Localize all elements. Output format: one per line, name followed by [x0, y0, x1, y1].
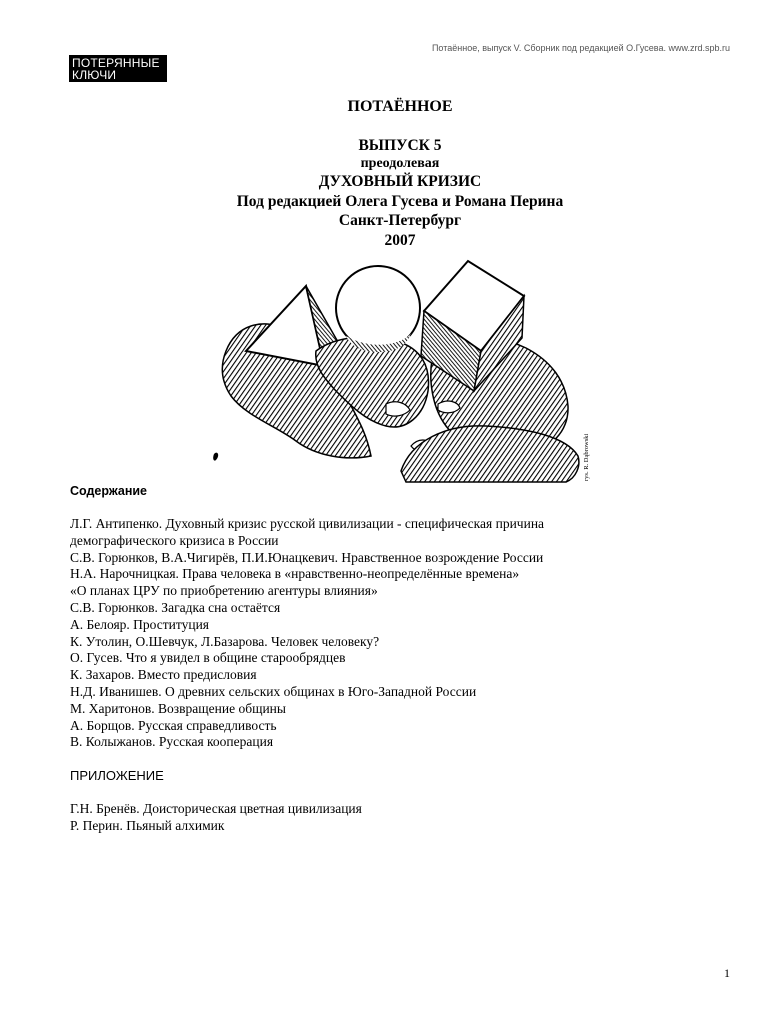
appendix-heading: ПРИЛОЖЕНИЕ	[70, 768, 164, 783]
subtitle-lead: преодолевая	[360, 156, 440, 171]
logo-line-2: КЛЮЧИ	[72, 68, 117, 82]
list-item: Л.Г. Антипенко. Духовный кризис русской цивилизации - специфическая причина	[70, 516, 545, 531]
title-block	[0, 97, 768, 250]
list-item: К. Захаров. Вместо предисловия	[70, 667, 257, 683]
issue-number: ВЫПУСК 5	[358, 136, 442, 154]
list-item: С.В. Горюнков, В.А.Чигирёв, П.И.Юнацкевич. Нравственное возрождение России	[70, 549, 544, 565]
list-item: С.В. Горюнков. Загадка сна остаётся	[70, 599, 281, 615]
list-item: «О планах ЦРУ по приобретению агентуры влияния»	[70, 583, 378, 599]
year: 2007	[384, 231, 416, 249]
list-item: В. Колыжанов. Русская кооперация	[70, 734, 274, 750]
list-item: демографического кризиса в России	[70, 532, 279, 548]
header-citation: Потаённое, выпуск V. Сборник под редакцией О.Гусева. www.zrd.spb.ru	[431, 43, 730, 53]
page-number: 1	[724, 966, 730, 980]
logo-line-1: ПОТЕРЯННЫЕ	[72, 56, 160, 70]
editors-line: Под редакцией Олега Гусева и Романа Перина	[236, 192, 564, 210]
contents-heading: Содержание	[70, 484, 148, 498]
list-item: М. Харитонов. Возвращение общины	[70, 700, 286, 716]
city: Санкт-Петербург	[338, 212, 462, 229]
list-item: Н.Д. Иванишев. О древних сельских общинах в Юго-Западной России	[70, 683, 477, 699]
list-item: Г.Н. Бренёв. Доисторическая цветная цивилизация	[70, 801, 362, 816]
list-item: А. Белояр. Проституция	[70, 616, 210, 632]
appendix-list	[70, 801, 362, 835]
list-item: К. Утолин, О.Шевчук, Л.Базарова. Человек человеку?	[70, 633, 380, 649]
cover-illustration	[206, 256, 596, 484]
list-item: Н.А. Нарочницкая. Права человека в «нравственно-неопределённые времена»	[70, 566, 520, 582]
illustration-signature: rys. R. Dąbrowski	[583, 433, 590, 481]
subtitle: ДУХОВНЫЙ КРИЗИС	[318, 173, 482, 190]
list-item: О. Гусев. Что я увидел в общине старообрядцев	[70, 650, 346, 666]
list-item: Р. Перин. Пьяный алхимик	[70, 817, 225, 833]
publication-title: ПОТАЁННОЕ	[347, 98, 453, 115]
publisher-logo	[69, 55, 167, 82]
contents-list	[70, 516, 670, 751]
list-item: А. Борщов. Русская справедливость	[70, 717, 277, 733]
